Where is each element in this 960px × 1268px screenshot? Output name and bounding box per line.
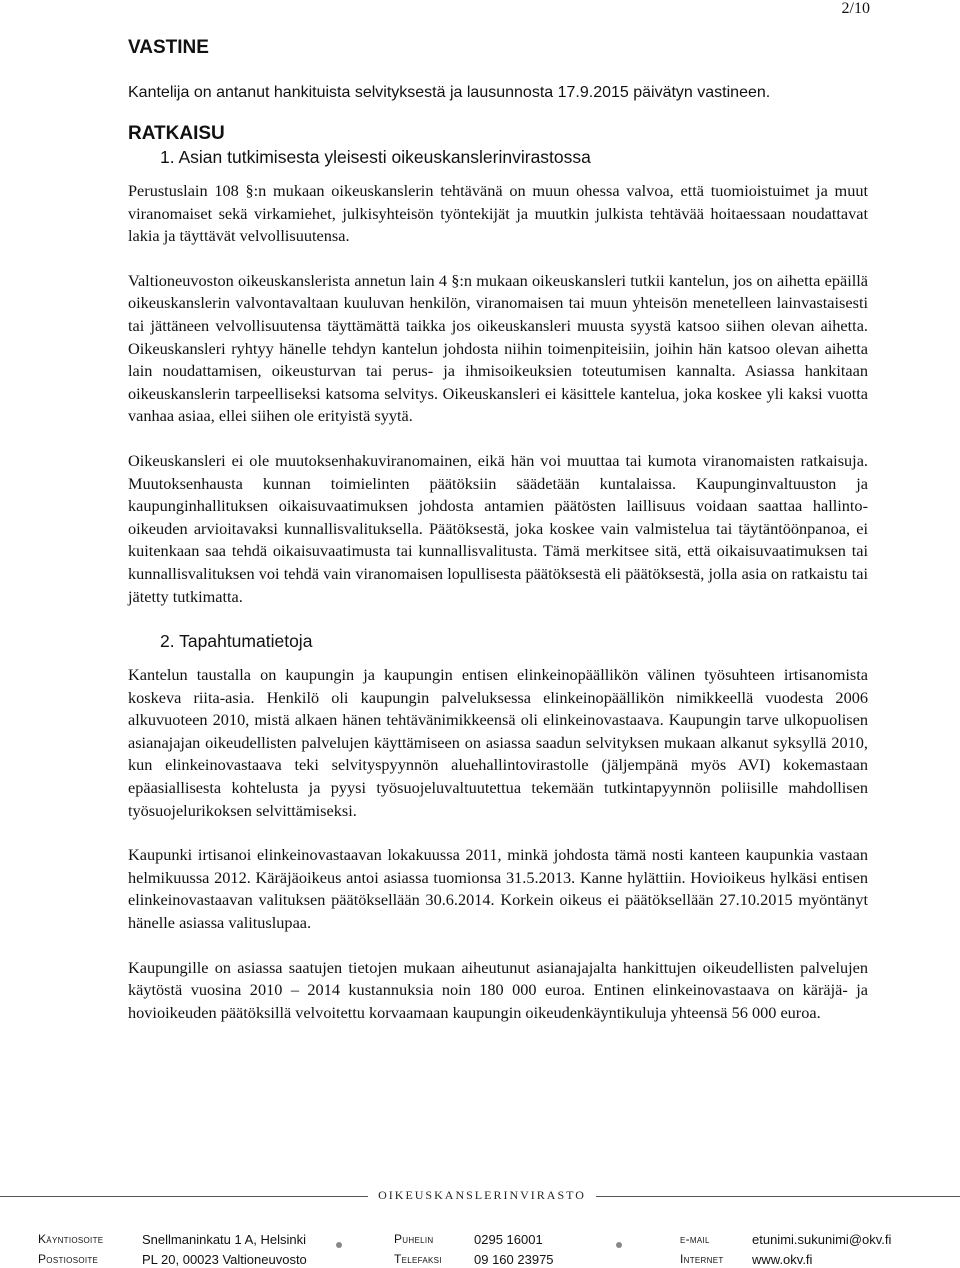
postal-address-label: Postiosoite: [38, 1252, 99, 1266]
separator-dot-icon: [616, 1242, 622, 1248]
visiting-address-label: Käyntiosoite: [38, 1232, 104, 1246]
section-2-paragraph-3: Kaupungille on asiassa saatujen tietojen mukaan aiheutunut asianajajalta hankittujen oikeudellisten palvelujen käytöstä vuosina 2010 – 2014 kustannuksia noin 180 000 euroa. Entinen elinkeinovastaava on käräjä- ja hovioikeuden päätöksillä velvoitettu korvaamaan kaupungin oikeudenkäyntikuluja yhteensä 56 000 euroa.: [128, 957, 868, 1022]
page-number: 2/10: [841, 0, 870, 17]
vastine-text: Kantelija on antanut hankituista selvityksestä ja lausunnosta 17.9.2015 päivätyn vastineen.: [128, 84, 771, 101]
section-2-title: 2. Tapahtumatietoja: [160, 631, 313, 652]
footer-logo: OIKEUSKANSLERINVIRASTO: [378, 1188, 586, 1202]
footer-divider-right: [596, 1196, 960, 1197]
footer-divider-left: [0, 1196, 368, 1197]
section-1-paragraph-3: Oikeuskansleri ei ole muutoksenhakuviranomainen, eikä hän voi muuttaa tai kumota viranomaisten ratkaisuja. Muutoksenhausta kunnan toimielinten päätöksiin säädetään kuntalaissa. Kaupunginvaltuuston ja kaupunginhallituksen oikaisuvaatimuksen johdosta antamien päätösten laillisuus voidaan saattaa hallinto-oikeuden arvioitavaksi kunnallisvalituksella. Päätöksestä, joka koskee vain valmistelua tai täytäntöönpanoa, ei kuitenkaan saa tehdä oikaisuvaatimusta tai kunnallisvalitusta. Tämä merkitsee sitä, että oikaisuvaatimuksen tai kunnallisvalituksen voi tehdä vain viranomaisen lopullisesta päätöksestä eli päätöksestä, jolla asia on ratkaistu tai jätetty tutkimatta.: [128, 450, 868, 606]
postal-address: PL 20, 00023 Valtioneuvosto: [142, 1252, 307, 1267]
document-body: [128, 36, 868, 1046]
website-link[interactable]: www.okv.fi: [752, 1252, 813, 1267]
internet-label: Internet: [680, 1252, 724, 1266]
section-2-paragraph-2: Kaupunki irtisanoi elinkeinovastaavan lokakuussa 2011, minkä johdosta tämä nosti kanteen kaupunkia vastaan helmikuussa 2012. Käräjäoikeus antoi asiassa tuomionsa 31.5.2013. Kanne hylättiin. Hovioikeus hylkäsi entisen elinkeinovastaavan valituksen päätöksellään 30.6.2014. Korkein oikeus ei päätöksellään 27.10.2015 myöntänyt hänelle asiassa valituslupaa.: [128, 845, 868, 933]
footer-row-2: [38, 1252, 938, 1268]
footer-row-1: [38, 1232, 938, 1248]
vastine-heading: VASTINE: [128, 37, 209, 58]
email-label: e-mail: [680, 1232, 710, 1246]
visiting-address: Snellmaninkatu 1 A, Helsinki: [142, 1232, 307, 1247]
section-1-paragraph-1: Perustuslain 108 §:n mukaan oikeuskanslerin tehtävänä on muun ohessa valvoa, että tuomioistuimet ja muut viranomaiset sekä virkamiehet, julkisyhteisön työntekijät ja muutkin julkista tehtävää hoitaessaan noudattavat lakia ja täyttävät velvollisuutensa.: [128, 181, 868, 246]
fax-label: Telefaksi: [394, 1252, 442, 1266]
section-1-title: 1. Asian tutkimisesta yleisesti oikeuskanslerinvirastossa: [160, 147, 591, 167]
ratkaisu-heading: RATKAISU: [128, 123, 225, 144]
separator-dot-icon: [336, 1242, 342, 1248]
phone-label: Puhelin: [394, 1232, 434, 1246]
phone-number: 0295 16001: [474, 1232, 543, 1247]
page-footer: [0, 1180, 960, 1267]
section-2-paragraph-1: Kantelun taustalla on kaupungin ja kaupungin entisen elinkeinopäällikön välinen työsuhteen irtisanomista koskeva riita-asia. Henkilö oli kaupungin palveluksessa elinkeinopäällikön nimikkeellä vuodesta 2006 alkuvuoteen 2010, mistä alkaen hänen tehtävänimikkeensä oli elinkeinovastaava. Kaupungin tarve ulkopuolisen asianajajan oikeudellisten palvelujen käyttämiseen on asiassa saadun selvityksen mukaan alkanut syksyllä 2010, kun elinkeinovastaava teki selvityspyynnön aluehallintovirastolle (jäljempänä myös AVI) kokemastaan epäasiallisesta kohtelusta ja pyysi työsuojeluvaltuutettua tekemään tutkintapyynnön poliisille mahdollisen työsuojelurikoksen selvittämiseksi.: [128, 665, 868, 820]
fax-number: 09 160 23975: [474, 1252, 554, 1267]
email-address[interactable]: etunimi.sukunimi@okv.fi: [752, 1232, 892, 1247]
section-1-paragraph-2: Valtioneuvoston oikeuskanslerista annetun lain 4 §:n mukaan oikeuskansleri tutkii kantelun, jos on aihetta epäillä oikeuskanslerin valvontavaltaan kuuluvan henkilön, viranomaisen tai muun yhteisön menetelleen lainvastaisesti tai jättäneen velvollisuutensa täyttämättä taikka jos oikeuskansleri muusta syystä katsoo siihen olevan aihetta. Oikeuskansleri ryhtyy hänelle tehdyn kantelun johdosta niihin toimenpiteisiin, joihin hän katsoo olevan aihetta lain noudattamisen, oikeusturvan tai perus- ja ihmisoikeuksien toteutumisen kannalta. Asiassa hankitaan oikeuskanslerin tarpeelliseksi katsoma selvitys. Oikeuskansleri ei käsittele kantelua, joka koskee yli kaksi vuotta vanhaa asiaa, ellei siihen ole erityistä syytä.: [128, 270, 868, 426]
